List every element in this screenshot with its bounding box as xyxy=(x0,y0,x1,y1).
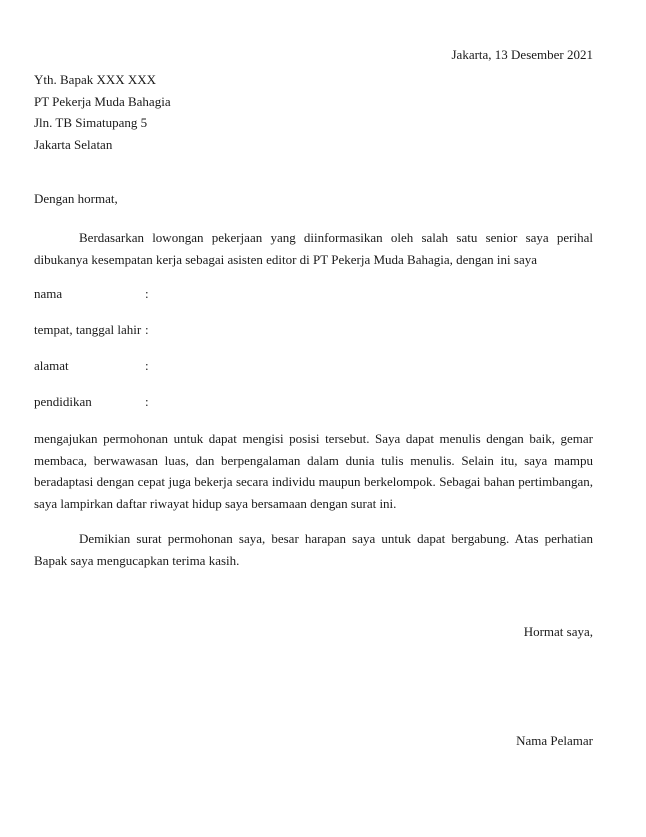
recipient-block xyxy=(34,69,171,155)
recipient-street: Jln. TB Simatupang 5 xyxy=(34,115,148,130)
field-colon: : xyxy=(145,286,149,301)
field-row-pendidikan xyxy=(34,394,334,410)
field-label: pendidikan xyxy=(34,394,92,409)
intro-paragraph: Berdasarkan lowongan pekerjaan yang diinformasikan oleh salah satu senior saya perihal dibukanya kesempatan kerja sebagai asisten editor di PT Pekerja Muda Bahagia, dengan ini saya xyxy=(34,230,593,267)
salutation: Dengan hormat, xyxy=(34,191,118,206)
field-label: nama xyxy=(34,286,63,301)
recipient-name: Yth. Bapak XXX XXX xyxy=(34,72,157,87)
field-row-alamat xyxy=(34,358,334,374)
recipient-company: PT Pekerja Muda Bahagia xyxy=(34,93,171,109)
sign-greeting: Hormat saya, xyxy=(523,624,593,639)
field-label: tempat, tanggal lahir xyxy=(34,322,142,337)
letter-date: Jakarta, 13 Desember 2021 xyxy=(451,47,593,62)
sign-name: Nama Pelamar xyxy=(516,733,593,748)
field-row-nama xyxy=(34,286,334,302)
field-colon: : xyxy=(145,394,149,409)
field-colon: : xyxy=(145,322,149,337)
field-label: alamat xyxy=(34,358,69,373)
field-colon: : xyxy=(145,358,149,373)
closing-paragraph: Demikian surat permohonan saya, besar harapan saya untuk dapat bergabung. Atas perhatian Bapak saya mengucapkan terima kasih. xyxy=(34,531,593,568)
field-row-tempat-tanggal-lahir xyxy=(34,322,334,338)
body-paragraph: mengajukan permohonan untuk dapat mengisi posisi tersebut. Saya dapat menulis dengan baik, gemar membaca, berwawasan luas, dan berpengalaman dalam dunia tulis menulis. Selain itu, saya mampu beradaptasi dengan cepat juga bekerja secara individu maupun berkelompok. Sebagai bahan pertimbangan, saya lampirkan daftar riwayat hidup saya bersamaan dengan surat ini. xyxy=(34,431,593,511)
recipient-city: Jakarta Selatan xyxy=(34,136,113,152)
